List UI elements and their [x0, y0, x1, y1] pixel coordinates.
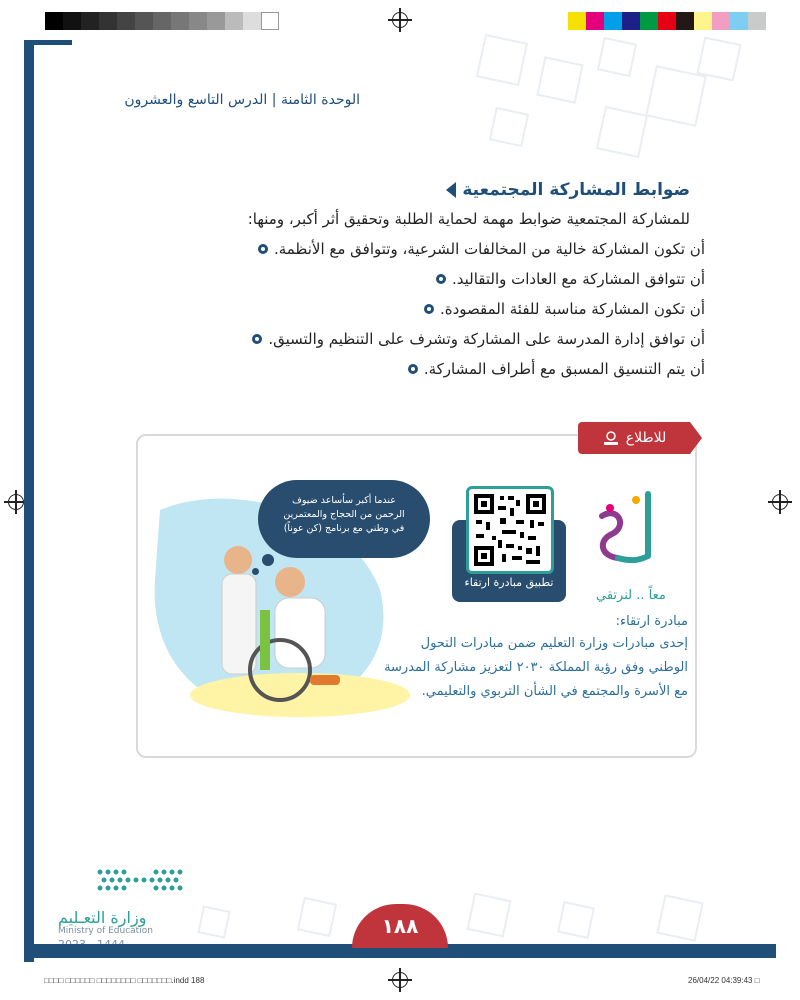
- chevron-left-icon: [446, 182, 456, 198]
- list-item-text: أن تكون المشاركة مناسبة للفئة المقصودة.: [439, 300, 705, 318]
- initiative-description-line: إحدى مبادرات وزارة التعليم ضمن مبادرات التحول: [420, 636, 688, 651]
- list-item: [436, 270, 705, 288]
- bullet-icon: [252, 334, 262, 344]
- man-head: [275, 567, 305, 597]
- boy-head: [224, 546, 252, 574]
- lightbulb-book-icon: [602, 430, 620, 446]
- print-slug-file: □□□□ □□□□□□ □□□□□□□□ □□□□□□□.indd 188: [44, 976, 205, 985]
- list-item-text: أن يتم التنسيق المسبق مع أطراف المشاركة.: [423, 360, 705, 378]
- ministry-dots-logo-icon: [96, 866, 186, 900]
- initiative-description-line: مع الأسرة والمجتمع في الشأن التربوي والتعليمي.: [421, 684, 688, 699]
- unit-lesson-header: الوحدة الثامنة | الدرس التاسع والعشرون: [124, 92, 360, 108]
- registration-mark-icon: [772, 494, 788, 510]
- list-item: [408, 360, 705, 378]
- section-intro: للمشاركة المجتمعية ضوابط مهمة لحماية الطلبة وتحقيق أثر أكبر، ومنها:: [247, 210, 690, 228]
- bullet-icon: [258, 244, 268, 254]
- man-body: [275, 598, 325, 668]
- wheelchair-back: [260, 610, 270, 670]
- decor-square: [596, 106, 648, 158]
- decor-square: [696, 36, 741, 81]
- ministry-name-english: Ministry of Education: [58, 926, 153, 936]
- list-item-text: أن تتوافق المشاركة مع العادات والتقاليد.: [451, 270, 705, 288]
- top-edge-bar: [24, 40, 72, 45]
- ministry-name-arabic: وزارة التعـليم: [58, 908, 147, 927]
- section-title-text: ضوابط المشاركة المجتمعية: [462, 180, 690, 200]
- qr-code-icon: [472, 492, 548, 568]
- initiative-description-line: الوطني وفق رؤية المملكة ٢٠٣٠ لتعزيز مشاركة المدرسة: [384, 660, 688, 675]
- speech-dot: [252, 568, 259, 575]
- decor-square: [656, 894, 703, 941]
- section-title: [446, 180, 690, 200]
- list-item: [424, 300, 705, 318]
- registration-mark-icon: [392, 12, 408, 28]
- bullet-icon: [408, 364, 418, 374]
- decor-square: [466, 892, 511, 937]
- tag-label: للاطلاع: [625, 430, 667, 446]
- grayscale-bar: [45, 12, 279, 30]
- speech-line: في وطني مع برنامج (كن عوناً): [283, 523, 405, 534]
- decor-square: [557, 901, 595, 939]
- decor-square: [536, 56, 583, 103]
- illustration-ground: [190, 673, 410, 717]
- list-item-text: أن تكون المشاركة خالية من المخالفات الشرعية، وتتوافق مع الأنظمة.: [273, 240, 705, 258]
- irtiqa-logo-icon: [588, 486, 668, 586]
- page-number: ١٨٨: [352, 904, 448, 948]
- speech-dot: [262, 554, 274, 566]
- decor-square: [476, 34, 528, 86]
- speech-line: الرحمن من الحجاج والمعتمرين: [283, 509, 405, 520]
- decor-square: [489, 107, 529, 147]
- irtiqa-logo: [588, 486, 668, 602]
- registration-mark-icon: [8, 494, 24, 510]
- registration-mark-icon: [392, 972, 408, 988]
- speech-bubble: [258, 480, 430, 558]
- qr-code[interactable]: [466, 486, 554, 574]
- for-information-tag: [578, 422, 690, 454]
- decor-square: [645, 65, 707, 127]
- logo-caption: معاً .. لنرتقي: [596, 588, 666, 603]
- color-bar: [568, 12, 766, 30]
- decor-square: [597, 37, 637, 77]
- decor-square: [197, 905, 230, 938]
- qr-label: تطبيق مبادرة ارتقاء: [464, 576, 554, 589]
- decor-square: [297, 897, 337, 937]
- bullet-icon: [424, 304, 434, 314]
- bullet-icon: [436, 274, 446, 284]
- print-slug-date: 26/04/22 04:39:43 □: [688, 976, 760, 985]
- left-edge-bar: [24, 40, 34, 962]
- list-item-text: أن توافق إدارة المدرسة على المشاركة وتشرف على التنظيم والتسيق.: [268, 330, 705, 348]
- sandals: [310, 675, 340, 685]
- list-item: [252, 330, 705, 348]
- initiative-title: مبادرة ارتقاء:: [615, 614, 688, 629]
- speech-line: عندما أكبر سأساعد ضيوف: [292, 495, 396, 506]
- list-item: [258, 240, 705, 258]
